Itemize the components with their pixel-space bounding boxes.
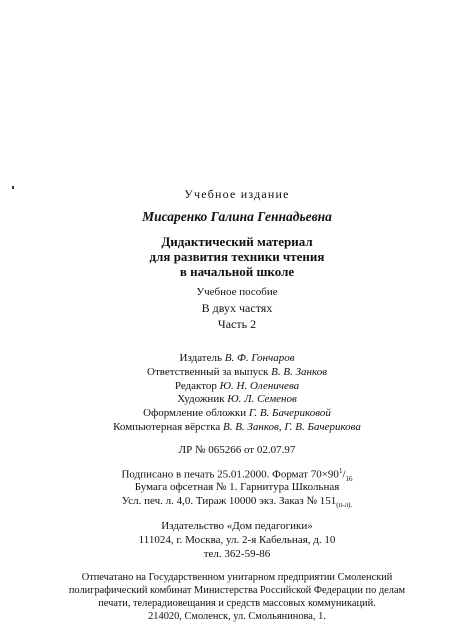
credit-name: В. В. Занков xyxy=(271,366,327,378)
print-info-line-2: Бумага офсетная № 1. Гарнитура Школьная xyxy=(134,481,340,493)
printer-line-1: Отпечатано на Государственном унитарном предприятии Смоленский xyxy=(81,572,393,583)
printer-line-2: полиграфический комбинат Министерства Российской Федерации по делам xyxy=(68,585,406,596)
print-info-line-3 xyxy=(0,495,474,509)
credit-name: В. Ф. Гончаров xyxy=(224,352,295,364)
credit-name: В. В. Занков, Г. В. Бачерикова xyxy=(222,421,361,433)
book-title-line-3: в начальной школе xyxy=(179,264,295,279)
credit-role: Издатель xyxy=(179,352,222,364)
format-fraction-numerator: 1 xyxy=(338,467,343,475)
credit-editor xyxy=(0,380,474,392)
book-part-number: Часть 2 xyxy=(217,317,257,331)
publisher-name: Издательство «Дом педагогики» xyxy=(161,520,313,532)
book-title-line-1: Дидактический материал xyxy=(161,234,313,249)
credit-name: Ю. Н. Оленичева xyxy=(219,380,300,392)
publisher-address: 111024, г. Москва, ул. 2-я Кабельная, д. 10 xyxy=(138,534,336,546)
credit-role: Оформление обложки xyxy=(143,407,247,419)
credit-responsible xyxy=(0,366,474,378)
print-run-order: Усл. печ. л. 4,0. Тираж 10000 экз. Заказ № 151 xyxy=(121,495,337,507)
credit-cover-design xyxy=(0,407,474,419)
author-name: Мисаренко Галина Геннадьевна xyxy=(142,209,332,224)
credit-artist xyxy=(0,393,474,405)
print-signed-format: Подписано в печать 25.01.2000. Формат 70×90 xyxy=(121,468,339,481)
credit-role: Ответственный за выпуск xyxy=(147,366,269,378)
credit-name: Ю. Л. Семенов xyxy=(227,393,297,405)
credit-role: Компьютерная вёрстка xyxy=(113,421,221,433)
book-type: Учебное пособие xyxy=(196,286,278,298)
edition-type: Учебное издание xyxy=(184,187,290,201)
publisher-phone: тел. 362-59-86 xyxy=(203,548,271,560)
book-parts: В двух частях xyxy=(201,301,273,315)
credit-publisher xyxy=(0,352,474,364)
print-info-line-1: Подписано в печать 25.01.2000. Формат $70\times 90^1/_{16}$ xyxy=(121,467,353,483)
order-suffix: (п-л). xyxy=(336,501,353,510)
license-number: ЛР № 065266 от 02.07.97 xyxy=(178,444,296,456)
printer-line-3: печати, телерадиовещания и средств массовых коммуникаций. xyxy=(98,598,376,609)
credit-name: Г. В. Бачериковой xyxy=(248,407,331,419)
credit-role: Художник xyxy=(177,393,225,405)
printer-address: 214020, Смоленск, ул. Смольянинова, 1. xyxy=(148,611,326,622)
credit-role: Редактор xyxy=(174,380,217,392)
credit-layout xyxy=(0,421,474,433)
format-fraction-denominator: 16 xyxy=(345,474,353,483)
book-title-line-2: для развития техники чтения xyxy=(149,249,325,264)
